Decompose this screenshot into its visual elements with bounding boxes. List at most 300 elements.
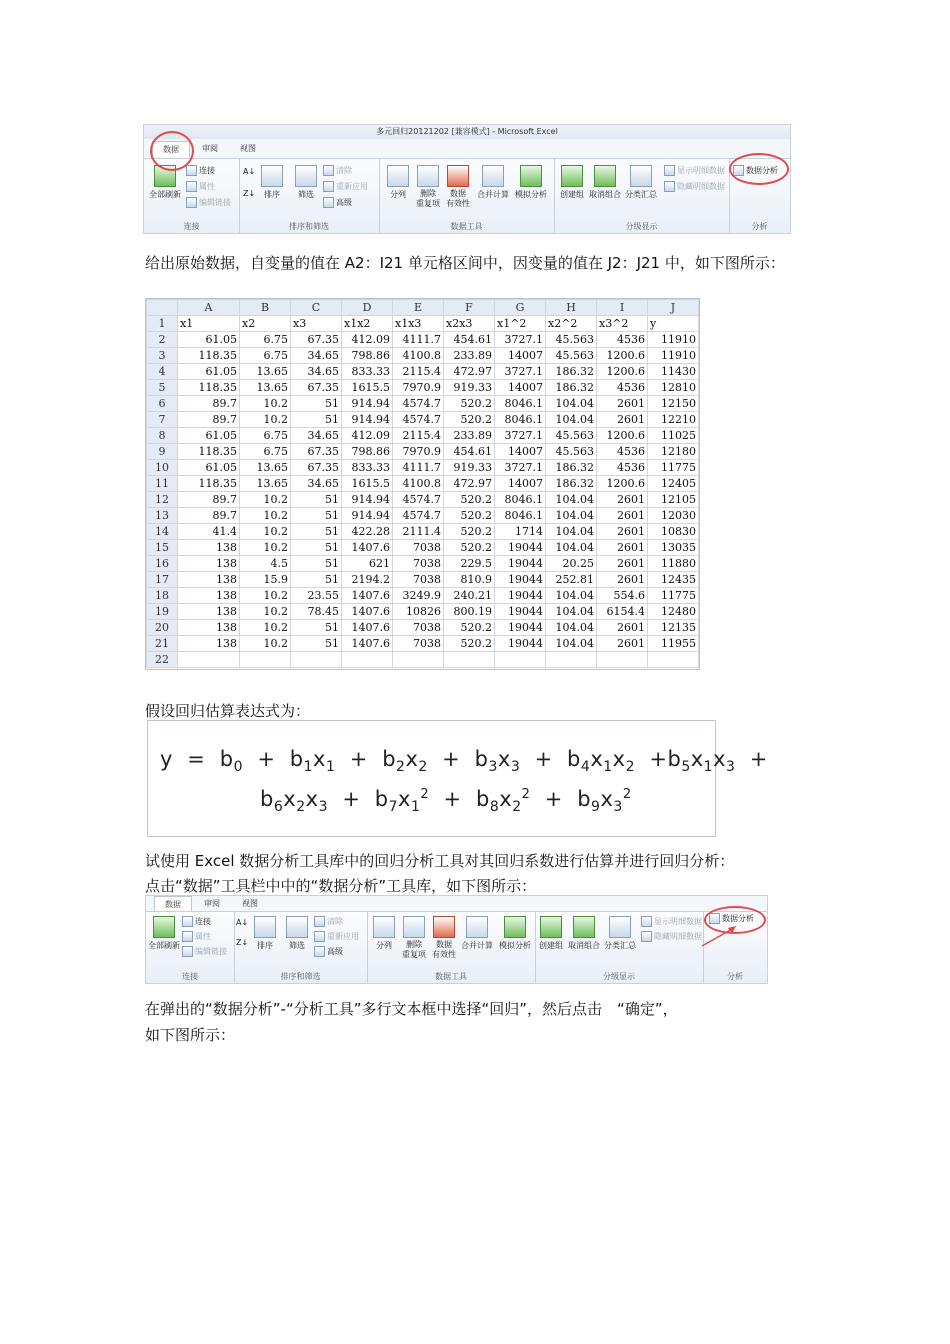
cell[interactable]: 8046.1 <box>495 492 546 508</box>
cell[interactable]: 138 <box>178 636 240 652</box>
row-header[interactable]: 18 <box>147 588 178 604</box>
cell[interactable]: 138 <box>178 572 240 588</box>
cell[interactable]: 11430 <box>648 364 699 380</box>
cell[interactable]: 19044 <box>495 636 546 652</box>
row-header[interactable]: 3 <box>147 348 178 364</box>
cell[interactable]: 621 <box>342 556 393 572</box>
cell[interactable]: 67.35 <box>291 380 342 396</box>
cell[interactable]: 104.04 <box>546 508 597 524</box>
cell[interactable]: 2601 <box>597 572 648 588</box>
cell[interactable]: 13.65 <box>240 476 291 492</box>
text-to-columns-button[interactable]: 分列 <box>371 916 397 951</box>
filter-button[interactable]: 筛选 <box>293 165 319 200</box>
cell[interactable]: x1^2 <box>495 316 546 332</box>
cell[interactable]: 2601 <box>597 508 648 524</box>
cell[interactable]: 554.6 <box>597 588 648 604</box>
row-header[interactable]: 1 <box>147 316 178 332</box>
data-analysis-button[interactable]: 数据分析 <box>733 165 778 176</box>
data-validation-button[interactable]: 数据 有效性 <box>429 916 459 960</box>
cell[interactable]: 19044 <box>495 540 546 556</box>
cell[interactable]: x3 <box>291 316 342 332</box>
filter-button[interactable]: 筛选 <box>284 916 310 951</box>
cell[interactable]: 67.35 <box>291 444 342 460</box>
column-header[interactable]: D <box>342 300 393 316</box>
cell[interactable]: 1407.6 <box>342 620 393 636</box>
cell[interactable]: 61.05 <box>178 364 240 380</box>
cell[interactable]: 7970.9 <box>393 380 444 396</box>
cell[interactable]: 914.94 <box>342 492 393 508</box>
cell[interactable]: y <box>648 316 699 332</box>
cell[interactable]: 4536 <box>597 380 648 396</box>
cell[interactable]: 800.19 <box>444 604 495 620</box>
cell[interactable]: 19044 <box>495 620 546 636</box>
row-header[interactable]: 20 <box>147 620 178 636</box>
cell[interactable]: 1407.6 <box>342 588 393 604</box>
sort-desc-icon[interactable]: Z↓ <box>243 189 256 198</box>
cell[interactable]: 833.33 <box>342 364 393 380</box>
what-if-button[interactable]: 模拟分析 <box>513 165 549 200</box>
cell[interactable]: x3^2 <box>597 316 648 332</box>
cell[interactable]: 12405 <box>648 476 699 492</box>
cell[interactable]: 12150 <box>648 396 699 412</box>
cell[interactable]: 1200.6 <box>597 348 648 364</box>
column-header[interactable]: H <box>546 300 597 316</box>
cell[interactable]: 3727.1 <box>495 332 546 348</box>
row-header[interactable]: 12 <box>147 492 178 508</box>
cell[interactable]: 89.7 <box>178 492 240 508</box>
cell[interactable]: 10.2 <box>240 524 291 540</box>
cell[interactable]: 45.563 <box>546 444 597 460</box>
cell[interactable]: 8046.1 <box>495 508 546 524</box>
cell[interactable]: 11910 <box>648 348 699 364</box>
row-header[interactable]: 22 <box>147 652 178 668</box>
cell[interactable]: 51 <box>291 540 342 556</box>
row-header[interactable]: 9 <box>147 444 178 460</box>
cell[interactable]: 45.563 <box>546 428 597 444</box>
cell[interactable]: 12810 <box>648 380 699 396</box>
cell[interactable]: 520.2 <box>444 508 495 524</box>
cell[interactable]: 7038 <box>393 620 444 636</box>
cell[interactable]: 10.2 <box>240 396 291 412</box>
tab-review[interactable]: 审阅 <box>202 144 218 153</box>
cell[interactable]: 1407.6 <box>342 604 393 620</box>
cell[interactable]: 11880 <box>648 556 699 572</box>
cell[interactable]: 8046.1 <box>495 412 546 428</box>
cell[interactable]: 10.2 <box>240 604 291 620</box>
cell[interactable]: 12180 <box>648 444 699 460</box>
cell[interactable]: 12210 <box>648 412 699 428</box>
cell[interactable]: 2115.4 <box>393 364 444 380</box>
cell[interactable]: 810.9 <box>444 572 495 588</box>
column-header[interactable]: I <box>597 300 648 316</box>
cell[interactable]: 51 <box>291 492 342 508</box>
connections-button[interactable]: 连接 <box>186 165 215 176</box>
cell[interactable]: 2601 <box>597 492 648 508</box>
sort-asc-icon[interactable]: A↓ <box>236 918 249 927</box>
cell[interactable]: 4536 <box>597 460 648 476</box>
sort-button[interactable]: 排序 <box>259 165 285 200</box>
cell[interactable]: 919.33 <box>444 380 495 396</box>
cell[interactable]: 13.65 <box>240 380 291 396</box>
corner-cell[interactable] <box>147 300 178 316</box>
cell[interactable]: 472.97 <box>444 364 495 380</box>
cell[interactable]: 118.35 <box>178 476 240 492</box>
cell[interactable] <box>546 652 597 668</box>
cell[interactable]: 8046.1 <box>495 396 546 412</box>
cell[interactable]: 104.04 <box>546 540 597 556</box>
advanced-button[interactable]: 高级 <box>314 946 343 957</box>
group-button[interactable]: 创建组 <box>537 916 565 951</box>
cell[interactable]: 798.86 <box>342 348 393 364</box>
remove-duplicates-button[interactable]: 删除 重复项 <box>413 165 443 209</box>
cell[interactable]: 138 <box>178 620 240 636</box>
cell[interactable]: 11025 <box>648 428 699 444</box>
cell[interactable]: 6154.4 <box>597 604 648 620</box>
cell[interactable]: 67.35 <box>291 460 342 476</box>
cell[interactable]: 472.97 <box>444 476 495 492</box>
remove-duplicates-button[interactable]: 删除 重复项 <box>399 916 429 960</box>
cell[interactable]: 51 <box>291 572 342 588</box>
cell[interactable]: 14007 <box>495 444 546 460</box>
cell[interactable]: 4.5 <box>240 556 291 572</box>
cell[interactable]: 1615.5 <box>342 476 393 492</box>
cell[interactable]: 138 <box>178 540 240 556</box>
consolidate-button[interactable]: 合并计算 <box>459 916 495 951</box>
cell[interactable]: 89.7 <box>178 396 240 412</box>
cell[interactable]: 12480 <box>648 604 699 620</box>
cell[interactable]: 104.04 <box>546 412 597 428</box>
cell[interactable]: 13.65 <box>240 460 291 476</box>
cell[interactable]: 186.32 <box>546 460 597 476</box>
cell[interactable]: 412.09 <box>342 428 393 444</box>
clear-button[interactable]: 清除 <box>323 165 352 176</box>
column-header[interactable]: J <box>648 300 699 316</box>
cell[interactable]: 6.75 <box>240 428 291 444</box>
cell[interactable] <box>178 652 240 668</box>
cell[interactable]: 67.35 <box>291 332 342 348</box>
reapply-button[interactable]: 重新应用 <box>314 931 359 942</box>
consolidate-button[interactable]: 合并计算 <box>475 165 511 200</box>
clear-button[interactable]: 清除 <box>314 916 343 927</box>
row-header[interactable]: 17 <box>147 572 178 588</box>
cell[interactable]: 138 <box>178 556 240 572</box>
cell[interactable]: 4100.8 <box>393 476 444 492</box>
cell[interactable] <box>393 652 444 668</box>
row-header[interactable]: 13 <box>147 508 178 524</box>
cell[interactable]: 2601 <box>597 540 648 556</box>
cell[interactable]: 6.75 <box>240 348 291 364</box>
cell[interactable]: 6.75 <box>240 332 291 348</box>
cell[interactable]: 520.2 <box>444 396 495 412</box>
cell[interactable]: 2194.2 <box>342 572 393 588</box>
cell[interactable]: 89.7 <box>178 412 240 428</box>
cell[interactable]: 12105 <box>648 492 699 508</box>
cell[interactable]: 11775 <box>648 460 699 476</box>
cell[interactable]: 34.65 <box>291 428 342 444</box>
cell[interactable] <box>648 652 699 668</box>
cell[interactable]: 2601 <box>597 524 648 540</box>
cell[interactable]: 412.09 <box>342 332 393 348</box>
cell[interactable] <box>444 652 495 668</box>
cell[interactable]: 520.2 <box>444 540 495 556</box>
cell[interactable]: 10.2 <box>240 588 291 604</box>
cell[interactable]: 2601 <box>597 396 648 412</box>
cell[interactable]: 1615.5 <box>342 380 393 396</box>
cell[interactable]: 186.32 <box>546 476 597 492</box>
cell[interactable]: 10.2 <box>240 412 291 428</box>
row-header[interactable]: 10 <box>147 460 178 476</box>
cell[interactable]: 1200.6 <box>597 476 648 492</box>
cell[interactable]: 15.9 <box>240 572 291 588</box>
row-header[interactable]: 6 <box>147 396 178 412</box>
cell[interactable]: 34.65 <box>291 348 342 364</box>
cell[interactable]: 118.35 <box>178 380 240 396</box>
cell[interactable]: 118.35 <box>178 348 240 364</box>
cell[interactable]: 520.2 <box>444 412 495 428</box>
sort-button[interactable]: 排序 <box>252 916 278 951</box>
properties-button[interactable]: 属性 <box>182 931 211 942</box>
cell[interactable]: x1x2 <box>342 316 393 332</box>
cell[interactable]: 520.2 <box>444 636 495 652</box>
cell[interactable]: x1 <box>178 316 240 332</box>
row-header[interactable]: 5 <box>147 380 178 396</box>
cell[interactable]: 51 <box>291 508 342 524</box>
cell[interactable]: 41.4 <box>178 524 240 540</box>
cell[interactable]: 7038 <box>393 572 444 588</box>
what-if-button[interactable]: 模拟分析 <box>497 916 533 951</box>
cell[interactable]: 233.89 <box>444 348 495 364</box>
cell[interactable]: 914.94 <box>342 412 393 428</box>
cell[interactable]: 4536 <box>597 444 648 460</box>
cell[interactable]: 4574.7 <box>393 396 444 412</box>
column-header[interactable]: B <box>240 300 291 316</box>
cell[interactable]: 4100.8 <box>393 348 444 364</box>
show-detail-button[interactable]: 显示明细数据 <box>664 165 725 176</box>
data-validation-button[interactable]: 数据 有效性 <box>443 165 473 209</box>
cell[interactable]: 11910 <box>648 332 699 348</box>
row-header[interactable]: 21 <box>147 636 178 652</box>
cell[interactable]: 233.89 <box>444 428 495 444</box>
cell[interactable]: 138 <box>178 588 240 604</box>
cell[interactable]: 11955 <box>648 636 699 652</box>
cell[interactable]: 2601 <box>597 620 648 636</box>
cell[interactable]: 104.04 <box>546 636 597 652</box>
cell[interactable]: 138 <box>178 604 240 620</box>
cell[interactable]: 13035 <box>648 540 699 556</box>
cell[interactable]: 118.35 <box>178 444 240 460</box>
tab-data[interactable]: 数据 <box>152 141 190 157</box>
cell[interactable]: 7970.9 <box>393 444 444 460</box>
refresh-all-button[interactable]: 全部刷新 <box>148 916 180 951</box>
row-header[interactable]: 14 <box>147 524 178 540</box>
cell[interactable]: x2 <box>240 316 291 332</box>
edit-links-button[interactable]: 编辑链接 <box>186 197 231 208</box>
cell[interactable]: 14007 <box>495 476 546 492</box>
cell[interactable]: 3727.1 <box>495 364 546 380</box>
cell[interactable]: x1x3 <box>393 316 444 332</box>
cell[interactable]: 919.33 <box>444 460 495 476</box>
column-header[interactable]: F <box>444 300 495 316</box>
cell[interactable]: 61.05 <box>178 332 240 348</box>
cell[interactable]: 2601 <box>597 636 648 652</box>
connections-button[interactable]: 连接 <box>182 916 211 927</box>
cell[interactable]: 104.04 <box>546 396 597 412</box>
subtotal-button[interactable]: 分类汇总 <box>603 916 637 951</box>
cell[interactable]: 186.32 <box>546 380 597 396</box>
cell[interactable]: 51 <box>291 620 342 636</box>
cell[interactable]: 104.04 <box>546 524 597 540</box>
tab-view[interactable]: 视图 <box>240 144 256 153</box>
reapply-button[interactable]: 重新应用 <box>323 181 368 192</box>
cell[interactable]: 833.33 <box>342 460 393 476</box>
cell[interactable]: 1200.6 <box>597 364 648 380</box>
cell[interactable]: 11775 <box>648 588 699 604</box>
cell[interactable]: 2111.4 <box>393 524 444 540</box>
cell[interactable]: 12030 <box>648 508 699 524</box>
cell[interactable]: 12135 <box>648 620 699 636</box>
row-header[interactable]: 2 <box>147 332 178 348</box>
sort-desc-icon[interactable]: Z↓ <box>236 938 249 947</box>
cell[interactable]: 12435 <box>648 572 699 588</box>
tab-review[interactable]: 审阅 <box>204 899 220 908</box>
hide-detail-button[interactable]: 隐藏明细数据 <box>641 931 702 942</box>
cell[interactable]: 252.81 <box>546 572 597 588</box>
cell[interactable]: 19044 <box>495 572 546 588</box>
cell[interactable] <box>291 652 342 668</box>
edit-links-button[interactable]: 编辑链接 <box>182 946 227 957</box>
row-header[interactable]: 4 <box>147 364 178 380</box>
cell[interactable] <box>495 652 546 668</box>
cell[interactable]: 104.04 <box>546 620 597 636</box>
cell[interactable]: 1407.6 <box>342 540 393 556</box>
cell[interactable]: 454.61 <box>444 444 495 460</box>
cell[interactable]: 520.2 <box>444 620 495 636</box>
cell[interactable]: 2601 <box>597 556 648 572</box>
cell[interactable]: 13.65 <box>240 364 291 380</box>
column-header[interactable]: C <box>291 300 342 316</box>
cell[interactable]: 10.2 <box>240 636 291 652</box>
cell[interactable]: 186.32 <box>546 364 597 380</box>
cell[interactable]: 14007 <box>495 348 546 364</box>
cell[interactable]: 914.94 <box>342 508 393 524</box>
cell[interactable]: 10826 <box>393 604 444 620</box>
cell[interactable]: 3727.1 <box>495 428 546 444</box>
cell[interactable]: 3727.1 <box>495 460 546 476</box>
cell[interactable] <box>597 652 648 668</box>
cell[interactable]: 7038 <box>393 636 444 652</box>
subtotal-button[interactable]: 分类汇总 <box>624 165 658 200</box>
cell[interactable]: 10.2 <box>240 508 291 524</box>
data-analysis-button[interactable]: 数据分析 <box>709 913 754 924</box>
row-header[interactable]: 16 <box>147 556 178 572</box>
cell[interactable]: 4111.7 <box>393 460 444 476</box>
row-header[interactable]: 7 <box>147 412 178 428</box>
tab-data[interactable]: 数据 <box>154 896 192 912</box>
row-header[interactable]: 19 <box>147 604 178 620</box>
cell[interactable]: 20.25 <box>546 556 597 572</box>
sort-asc-icon[interactable]: A↓ <box>243 167 256 176</box>
cell[interactable]: 240.21 <box>444 588 495 604</box>
cell[interactable]: 4111.7 <box>393 332 444 348</box>
cell[interactable]: 61.05 <box>178 460 240 476</box>
cell[interactable]: 51 <box>291 412 342 428</box>
column-header[interactable]: A <box>178 300 240 316</box>
show-detail-button[interactable]: 显示明细数据 <box>641 916 702 927</box>
row-header[interactable]: 8 <box>147 428 178 444</box>
cell[interactable]: 3249.9 <box>393 588 444 604</box>
cell[interactable]: 34.65 <box>291 364 342 380</box>
cell[interactable]: 51 <box>291 556 342 572</box>
cell[interactable]: 4574.7 <box>393 412 444 428</box>
cell[interactable]: 10.2 <box>240 540 291 556</box>
cell[interactable]: 34.65 <box>291 476 342 492</box>
cell[interactable]: 104.04 <box>546 492 597 508</box>
cell[interactable]: 7038 <box>393 540 444 556</box>
tab-view[interactable]: 视图 <box>242 899 258 908</box>
cell[interactable]: 4536 <box>597 332 648 348</box>
cell[interactable]: 4574.7 <box>393 492 444 508</box>
cell[interactable]: 7038 <box>393 556 444 572</box>
cell[interactable]: x2x3 <box>444 316 495 332</box>
cell[interactable]: x2^2 <box>546 316 597 332</box>
column-header[interactable]: E <box>393 300 444 316</box>
cell[interactable]: 19044 <box>495 604 546 620</box>
cell[interactable]: 19044 <box>495 556 546 572</box>
cell[interactable]: 14007 <box>495 380 546 396</box>
column-header[interactable]: G <box>495 300 546 316</box>
cell[interactable]: 520.2 <box>444 492 495 508</box>
cell[interactable]: 51 <box>291 396 342 412</box>
cell[interactable]: 422.28 <box>342 524 393 540</box>
cell[interactable]: 104.04 <box>546 588 597 604</box>
cell[interactable]: 454.61 <box>444 332 495 348</box>
cell[interactable]: 23.55 <box>291 588 342 604</box>
properties-button[interactable]: 属性 <box>186 181 215 192</box>
row-header[interactable]: 15 <box>147 540 178 556</box>
cell[interactable]: 45.563 <box>546 348 597 364</box>
row-header[interactable]: 11 <box>147 476 178 492</box>
cell[interactable]: 6.75 <box>240 444 291 460</box>
cell[interactable] <box>240 652 291 668</box>
cell[interactable]: 19044 <box>495 588 546 604</box>
cell[interactable]: 2601 <box>597 412 648 428</box>
text-to-columns-button[interactable]: 分列 <box>385 165 411 200</box>
cell[interactable]: 2115.4 <box>393 428 444 444</box>
cell[interactable]: 61.05 <box>178 428 240 444</box>
cell[interactable]: 914.94 <box>342 396 393 412</box>
cell[interactable]: 520.2 <box>444 524 495 540</box>
cell[interactable]: 45.563 <box>546 332 597 348</box>
cell[interactable]: 10.2 <box>240 492 291 508</box>
cell[interactable]: 89.7 <box>178 508 240 524</box>
cell[interactable]: 1407.6 <box>342 636 393 652</box>
group-button[interactable]: 创建组 <box>558 165 586 200</box>
ungroup-button[interactable]: 取消组合 <box>588 165 622 200</box>
cell[interactable]: 229.5 <box>444 556 495 572</box>
cell[interactable]: 104.04 <box>546 604 597 620</box>
cell[interactable]: 798.86 <box>342 444 393 460</box>
cell[interactable] <box>342 652 393 668</box>
hide-detail-button[interactable]: 隐藏明细数据 <box>664 181 725 192</box>
cell[interactable]: 10.2 <box>240 620 291 636</box>
advanced-button[interactable]: 高级 <box>323 197 352 208</box>
cell[interactable]: 10830 <box>648 524 699 540</box>
cell[interactable]: 78.45 <box>291 604 342 620</box>
cell[interactable]: 4574.7 <box>393 508 444 524</box>
cell[interactable]: 51 <box>291 636 342 652</box>
refresh-all-button[interactable]: 全部刷新 <box>148 165 182 200</box>
cell[interactable]: 1714 <box>495 524 546 540</box>
